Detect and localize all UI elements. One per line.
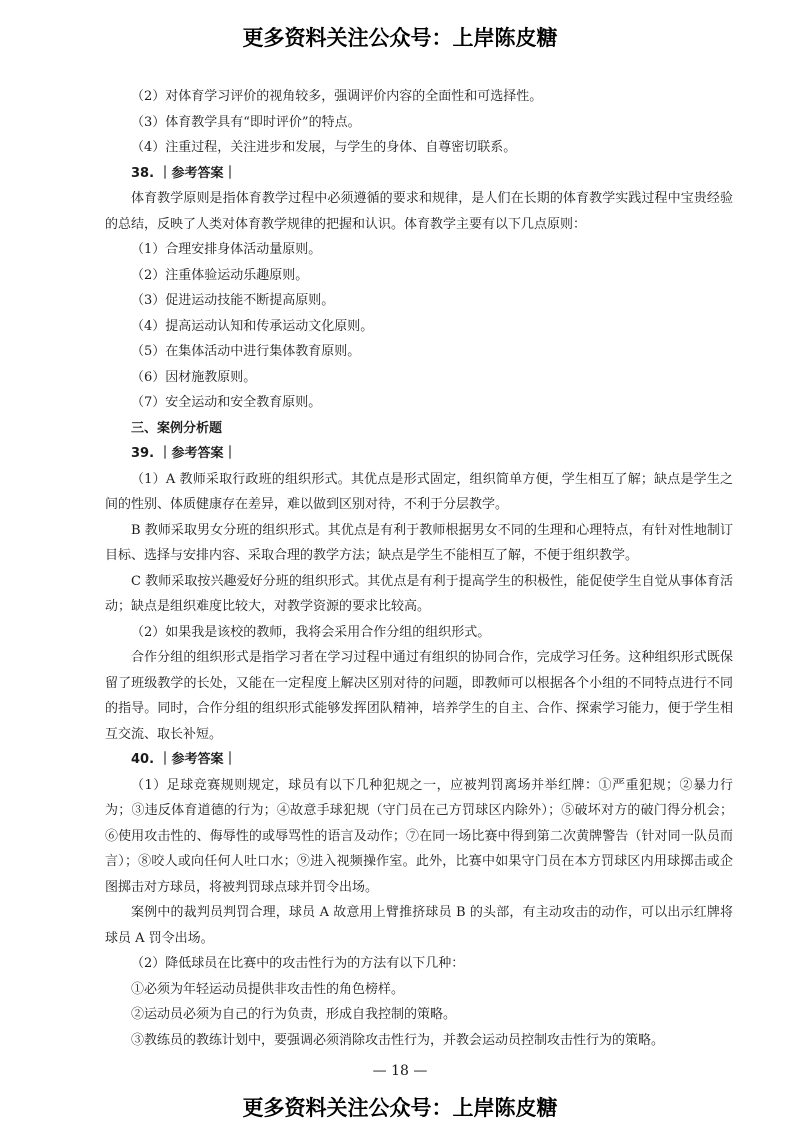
paragraph: （3）促进运动技能不断提高原则。 [131, 293, 335, 308]
paragraph: （1）足球竞赛规则规定，球员有以下几种犯规之一，应被判罚离场并举红牌：①严重犯规；②暴力行为；③违反体育道德的行为；④故意手球犯规（守门员在己方罚球区内除外）；⑤破坏对方的破门得分机会；⑥使用攻击性的、侮辱性的或辱骂性的语言及动作；⑦在同一场比赛中得到第二次黄牌警告（针对同一队员而言）；⑧咬人或向任何人吐口水；⑨进入视频操作室。此外，比赛中如果守门员在本方罚球区内用球掷击或企图掷击对方球员，将被判罚球点球并罚令出场。 [105, 777, 733, 895]
paragraph: B 教师采取男女分班的组织形式。其优点是有利于教师根据男女不同的生理和心理特点，有针对性地制订目标、选择与安排内容、采取合理的教学方法；缺点是学生不能相互了解，不便于组织教学。 [105, 522, 733, 563]
document-body [105, 84, 733, 1053]
question-38-heading: 38. ｜参考答案｜ [131, 165, 237, 181]
paragraph: ②运动员必须为自己的行为负责，形成自我控制的策略。 [131, 1007, 457, 1022]
paragraph: 合作分组的组织形式是指学习者在学习过程中通过有组织的协同合作，完成学习任务。这种组织形式既保留了班级教学的长处，又能在一定程度上解决区别对待的问题，即教师可以根据各个小组的不同特点进行不同的指导。同时，合作分组的组织形式能够发挥团队精神，培养学生的自主、合作、探索学习能力，便于学生相互交流、取长补短。 [105, 650, 733, 742]
paragraph: （2）如果我是该校的教师，我将会采用合作分组的组织形式。 [131, 624, 491, 640]
question-40-heading: 40. ｜参考答案｜ [131, 752, 237, 767]
paragraph: （2）注重体验运动乐趣原则。 [131, 267, 309, 283]
paragraph: C 教师采取按兴趣爱好分班的组织形式。其优点是有利于提高学生的积极性，能促使学生自觉从事体育活动；缺点是组织难度比较大，对教学资源的要求比较高。 [105, 573, 733, 614]
paragraph: （4）注重过程，关注进步和发展，与学生的身体、自尊密切联系。 [131, 140, 517, 155]
paragraph: 案例中的裁判员判罚合理，球员 A 故意用上臂推挤球员 B 的头部，有主动攻击的动作，可以出示红牌将球员 A 罚令出场。 [105, 905, 733, 946]
paragraph: （3）体育教学具有“即时评价”的特点。 [131, 114, 361, 130]
paragraph: （2）降低球员在比赛中的攻击性行为的方法有以下几种： [131, 956, 465, 971]
banner-top: 更多资料关注公众号：上岸陈皮糖 [242, 26, 558, 50]
section-heading: 三、案例分析题 [131, 420, 223, 436]
paragraph: （6）因材施教原则。 [131, 369, 257, 385]
paragraph: ①必须为年轻运动员提供非攻击性的角色榜样。 [131, 981, 405, 997]
page-number: — 18 — [372, 1063, 428, 1079]
paragraph: （1）合理安排身体活动量原则。 [131, 242, 322, 257]
paragraph: （5）在集体活动中进行集体教育原则。 [131, 344, 361, 359]
paragraph: （2）对体育学习评价的视角较多，强调评价内容的全面性和可选择性。 [131, 89, 543, 104]
question-39-heading: 39. ｜参考答案｜ [131, 446, 237, 461]
paragraph: ③教练员的教练计划中，要强调必须消除攻击性行为，并教会运动员控制攻击性行为的策略。 [131, 1032, 665, 1048]
paragraph: （1）A 教师采取行政班的组织形式。其优点是形式固定，组织简单方便，学生相互了解；缺点是学生之间的性别、体质健康存在差异，难以做到区别对待，不利于分层教学。 [105, 471, 733, 512]
paragraph: （7）安全运动和安全教育原则。 [131, 395, 322, 410]
paragraph: （4）提高运动认知和传承运动文化原则。 [131, 318, 374, 334]
paragraph: 体育教学原则是指体育教学过程中必须遵循的要求和规律，是人们在长期的体育教学实践过程中宝贵经验的总结，反映了人类对体育教学规律的把握和认识。体育教学主要有以下几点原则： [105, 191, 733, 232]
banner-bottom: 更多资料关注公众号：上岸陈皮糖 [242, 1096, 558, 1120]
